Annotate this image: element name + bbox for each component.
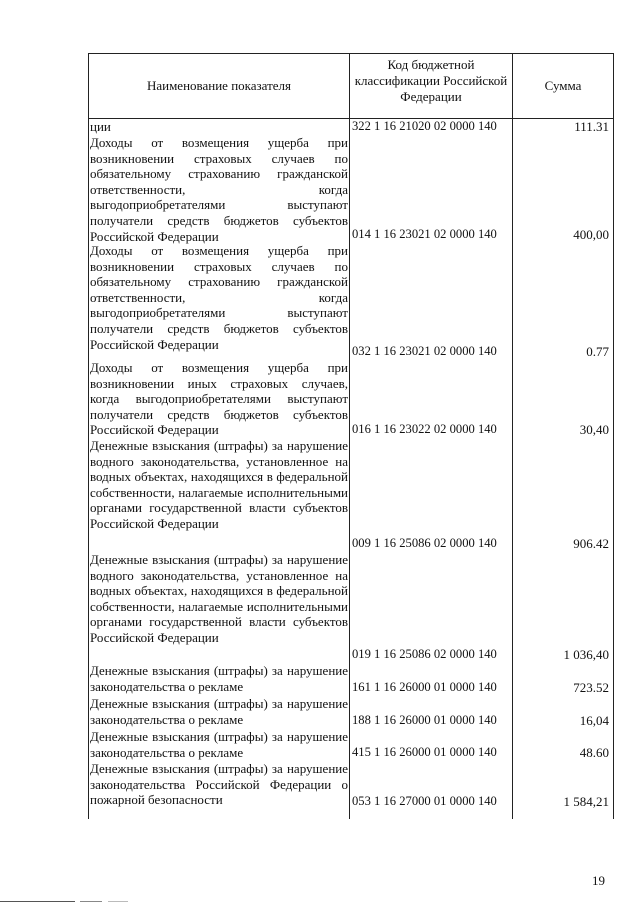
row-name: Денежные взыскания (штрафы) за нарушение водного законодательства, установленное на водных объектах, находящихся в федеральной собственности, налагаемые исполнительными органами государственной власти субъектов Российской Федерации <box>90 438 348 531</box>
row-code: 019 1 16 25086 02 0000 140 <box>352 647 497 662</box>
header-code: Код бюджетной классификации Российской Федерации <box>354 57 508 104</box>
header-name: Наименование показателя <box>146 78 292 93</box>
row-code: 161 1 16 26000 01 0000 140 <box>352 680 497 695</box>
footer-rule <box>108 901 128 902</box>
footer-rule <box>80 901 102 902</box>
row-name: Денежные взыскания (штрафы) за нарушение законодательства о рекламе <box>90 729 348 760</box>
row-amount: 1 036,40 <box>563 647 609 663</box>
row-amount: 723.52 <box>573 680 609 696</box>
table-body <box>90 119 612 810</box>
table-left-border <box>88 53 89 819</box>
row-code: 322 1 16 21020 02 0000 140 <box>352 119 497 134</box>
row-code: 014 1 16 23021 02 0000 140 <box>352 227 497 242</box>
row-code: 188 1 16 26000 01 0000 140 <box>352 713 497 728</box>
row-amount: 16,04 <box>579 713 609 729</box>
row-code: 009 1 16 25086 02 0000 140 <box>352 536 497 551</box>
row-amount: 1 584,21 <box>563 794 609 810</box>
row-amount: 111.31 <box>574 119 609 135</box>
table-row <box>90 761 612 810</box>
page-number: 19 <box>592 873 605 888</box>
table-row <box>90 729 612 761</box>
table-row <box>90 360 612 438</box>
row-name: Денежные взыскания (штрафы) за нарушение законодательства о рекламе <box>90 663 348 694</box>
row-name: Доходы от возмещения ущерба при возникновении страховых случаев по обязательному страхованию гражданской ответственности, когда выгодоприобретателями выступают получатели средств бюджетов субъектов Российской Федерации <box>90 135 348 244</box>
row-name: ции <box>90 119 111 134</box>
table-row <box>90 552 612 663</box>
row-amount: 30,40 <box>579 422 609 438</box>
table-right-border <box>613 53 614 819</box>
row-code: 016 1 16 23022 02 0000 140 <box>352 422 497 437</box>
row-code: 053 1 16 27000 01 0000 140 <box>352 794 497 809</box>
row-code: 032 1 16 23021 02 0000 140 <box>352 344 497 359</box>
row-amount: 906.42 <box>573 536 609 552</box>
row-amount: 400,00 <box>573 227 609 243</box>
row-name: Денежные взыскания (штрафы) за нарушение законодательства о рекламе <box>90 696 348 727</box>
row-amount: 48.60 <box>579 745 609 761</box>
table-row <box>90 663 612 696</box>
table-top-border <box>88 53 614 54</box>
row-name: Доходы от возмещения ущерба при возникновении иных страховых случаев, когда выгодоприобретателями выступают получатели средств бюджетов субъектов Российской Федерации <box>90 360 348 438</box>
footer-rule <box>0 901 75 902</box>
row-name: Денежные взыскания (штрафы) за нарушение водного законодательства, установленное на водных объектах, находящихся в федеральной собственности, налагаемые исполнительными органами государственной власти субъектов Российской Федерации <box>90 552 348 645</box>
row-name: Денежные взыскания (штрафы) за нарушение законодательства Российской Федерации о пожарной безопасности <box>90 761 348 808</box>
row-amount: 0.77 <box>586 344 609 360</box>
table-row <box>90 438 612 552</box>
row-name: Доходы от возмещения ущерба при возникновении страховых случаев по обязательному страхованию гражданской ответственности, когда выгодоприобретателями выступают получатели средств бюджетов субъектов Российской Федерации <box>90 243 348 352</box>
table-row <box>90 135 612 243</box>
table-row <box>90 243 612 360</box>
row-code: 415 1 16 26000 01 0000 140 <box>352 745 497 760</box>
header-sum: Сумма <box>544 78 582 93</box>
table-row <box>90 119 612 135</box>
table-row <box>90 696 612 729</box>
